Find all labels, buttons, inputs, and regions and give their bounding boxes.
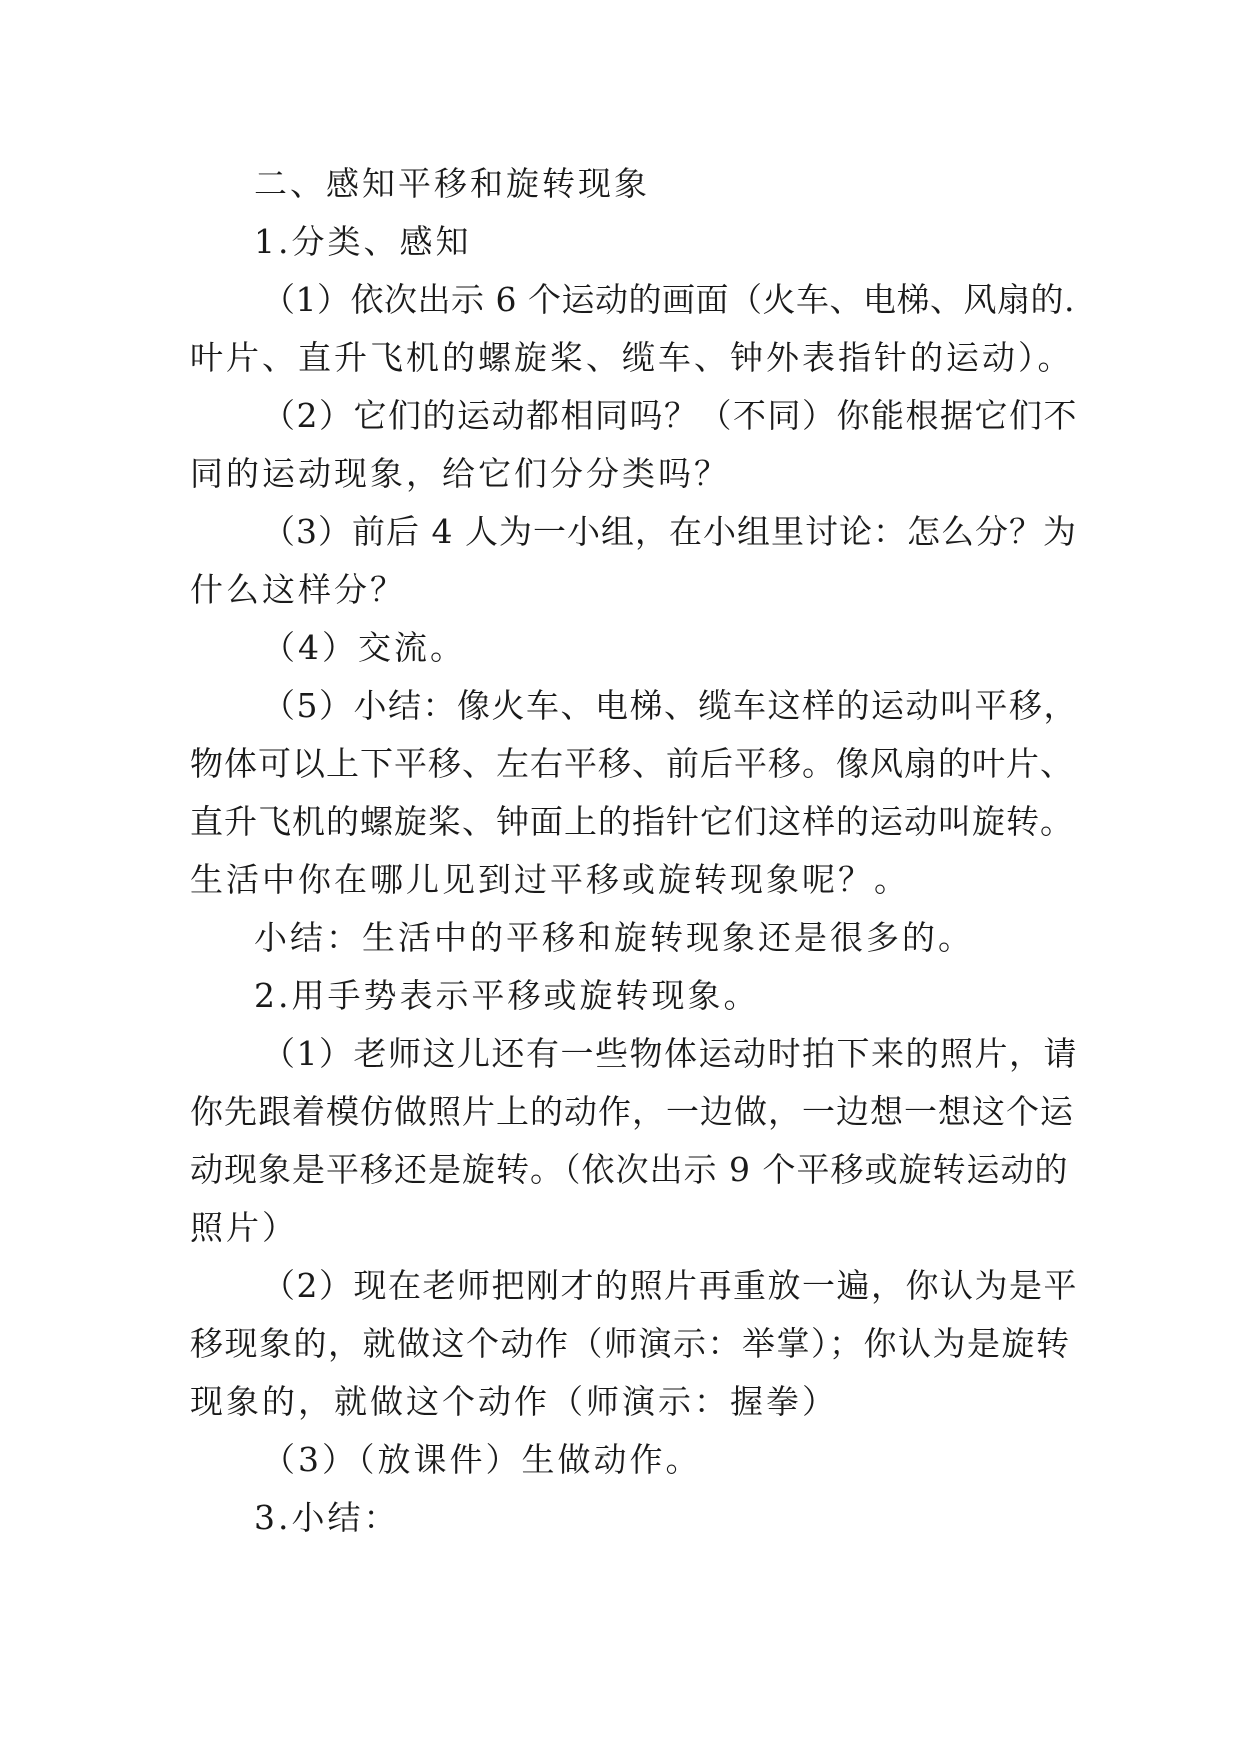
summary-line: 小结：生活中的平移和旋转现象还是很多的。 — [254, 918, 974, 957]
paragraph-line: 移现象的，就做这个动作（师演示：举掌）；你认为是旋转 — [190, 1324, 1071, 1363]
paragraph-line: 同的运动现象，给它们分分类吗？ — [190, 454, 730, 493]
paragraph-line: （2）它们的运动都相同吗？（不同）你能根据它们不 — [262, 396, 1078, 435]
paragraph-line: 现象的，就做这个动作（师演示：握拳） — [190, 1382, 838, 1421]
paragraph-line: 照片） — [190, 1208, 298, 1247]
subsection-heading: 3.小结： — [254, 1498, 400, 1537]
section-heading: 二、感知平移和旋转现象 — [254, 164, 650, 203]
paragraph-line: 生活中你在哪儿见到过平移或旋转现象呢？。 — [190, 860, 910, 899]
subsection-heading: 2.用手势表示平移或旋转现象。 — [254, 976, 760, 1015]
paragraph-line: 叶片、直升飞机的螺旋桨、缆车、钟外表指针的运动）。 — [190, 338, 1074, 377]
subsection-heading: 1.分类、感知 — [254, 222, 472, 261]
paragraph-line: （4）交流。 — [262, 628, 466, 667]
paragraph-line: （3）（放课件）生做动作。 — [262, 1440, 702, 1479]
paragraph-line: 什么这样分？ — [190, 570, 406, 609]
paragraph-line: （1）老师这儿还有一些物体运动时拍下来的照片，请 — [262, 1034, 1078, 1073]
paragraph-line: （2）现在老师把刚才的照片再重放一遍，你认为是平 — [262, 1266, 1078, 1305]
paragraph-line: 你先跟着模仿做照片上的动作，一边做，一边想一想这个运 — [190, 1092, 1074, 1131]
paragraph-line: 动现象是平移还是旋转。（依次出示 9 个平移或旋转运动的 — [190, 1150, 1069, 1189]
paragraph-line: （1）依次出示 6 个运动的画面（火车、电梯、风扇的. — [262, 280, 1075, 319]
paragraph-line: 物体可以上下平移、左右平移、前后平移。像风扇的叶片、 — [190, 744, 1074, 783]
paragraph-line: （5）小结：像火车、电梯、缆车这样的运动叫平移， — [262, 686, 1078, 725]
paragraph-line: 直升飞机的螺旋桨、钟面上的指针它们这样的运动叫旋转。 — [190, 802, 1074, 841]
paragraph-line: （3）前后 4 人为一小组，在小组里讨论：怎么分？为 — [262, 512, 1077, 551]
